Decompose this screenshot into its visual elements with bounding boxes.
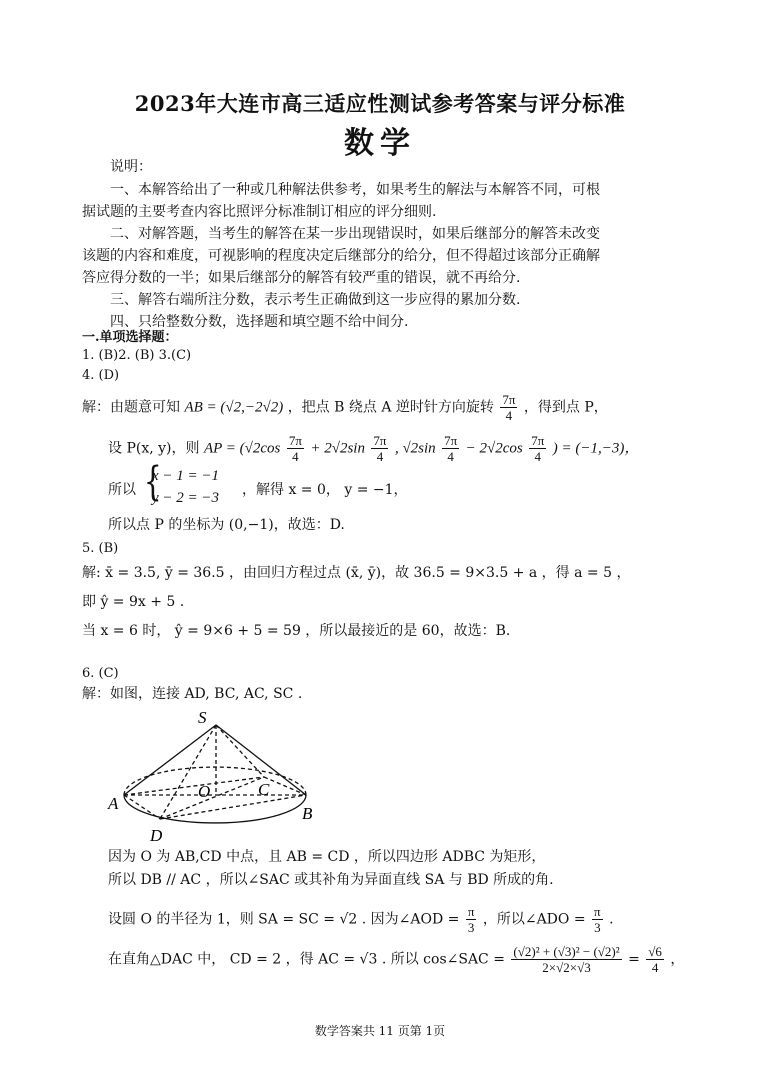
q6-line5b: = [628,951,640,968]
q5-label: 5. (B) [82,541,119,556]
page-footer: 数学答案共 11 页第 1页 [314,1024,446,1038]
q4-line1-mid: ，把点 B 绕点 A 逆时针方向旋转 [287,399,494,416]
q5-line3: 当 x = 6 时， ŷ = 9×6 + 5 = 59 ，所以最接近的是 60，故选：B. [82,623,511,639]
note-1a: 一、本解答给出了一种或几种解法供参考，如果考生的解法与本解答不同，可根 [110,182,600,198]
q4-line3-end: ，解得 x = 0， y = −1， [242,482,408,498]
q6-line5 [108,944,684,975]
q4-angle-fraction: $\frac{7\pi}{4}$ [502,392,516,423]
note-3: 三、解答右端所注分数，表示考生正确做到这一步应得的累加分数. [110,292,521,308]
note-2b: 该题的内容和难度，可视影响的程度决定后继部分的给分，但不得超过该部分正确解 [82,248,600,264]
q4-frac-c: $\frac{7\pi}{4}$ [444,433,458,464]
q4-line2-text: 设 P(x, y)，则 [108,440,200,457]
note-4: 四、只给整数分数，选择题和填空题不给中间分. [110,314,409,330]
diameter-CD [160,777,264,819]
q4-frac-a: $\frac{7\pi}{4}$ [288,433,302,464]
q4-term-d: − 2√2cos [465,440,523,457]
q6-frac-aod: $\frac{\pi}{3}$ [467,904,475,935]
q6-cos-result: $\frac{√6}{4}$ [648,944,662,975]
edge-SD [160,725,216,819]
q6-frac-ado: $\frac{\pi}{3}$ [594,904,601,935]
q4-line1-text: 解：由题意可知 [82,399,180,416]
q4-vector-ab: AB = (√2,−2√2) [184,399,284,416]
label-S: S [198,708,207,727]
q4-line1-end: ，得到点 P， [523,399,608,416]
q5-line1: 解: x̄ = 3.5, ȳ = 36.5 ，由回归方程过点 (x̄, ȳ)，故 36.5 = 9×3.5 + a ，得 a = 5 ， [82,565,631,581]
brace-glyph: { [143,459,162,505]
q6-line4a: 设圆 O 的半径为 1，则 SA = SC = √2 . 因为∠AOD = [108,911,460,928]
q6-line4b: ，所以∠ADO = [482,911,586,928]
notes-heading: 说明： [110,159,152,175]
subject-title: 数学 [344,126,416,161]
q6-label: 6. (C) [82,666,119,681]
answers-1-3: 1. (B)2. (B) 3.(C) [82,348,192,363]
note-2c: 答应得分数的一半；如果后继部分的解答有较严重的错误，就不再给分. [82,270,521,286]
q4-frac-b: $\frac{7\pi}{4}$ [373,433,387,464]
q4-line4: 所以点 P 的坐标为 (0,−1)，故选：D. [108,517,345,533]
q4-vector-ap: AP = (√2cos [203,440,281,457]
q6-line5c: ， [670,951,685,968]
q4-line1 [82,392,608,423]
label-B: B [302,804,313,823]
q4-eq1: x − 1 = −1 [152,468,220,484]
q4-term-b: + 2√2sin [310,440,365,457]
base-back-arc [124,767,306,795]
q4-line2-end: ) = (−1,−3)， [552,440,640,457]
q4-line3-prefix: 所以 [108,482,136,498]
q6-line1: 解：如图，连接 AD, BC, AC, SC . [82,686,303,702]
note-2a: 二、对解答题，当考生的解答在某一步出现错误时，如果后继部分的解答未改变 [110,226,600,242]
q4-eq2: y − 2 = −3 [152,490,220,506]
note-1b: 据试题的主要考查内容比照评分标准制订相应的评分细则. [82,204,437,220]
q4-equation-system [140,459,250,512]
q6-line4 [108,904,614,935]
label-C: C [258,780,270,799]
q4-line2 [108,433,639,464]
q4-term-c: , √2sin [394,440,436,457]
q5-line2: 即 ŷ = 9x + 5 . [82,594,185,610]
label-D: D [150,826,163,845]
cone-figure [100,705,330,850]
edge-SC [216,725,264,777]
q6-line5a: 在直角△DAC 中， CD = 2 ，得 AC = √3 . 所以 cos∠SAC = [108,951,505,968]
label-A: A [108,794,119,813]
q6-cos-fraction: $\frac{\text{(√2)² + (√3)² − (√2)²}}{2\times√2\times√3}$ [513,944,620,975]
label-O: O [198,782,211,801]
chord-AD [124,795,160,819]
q6-line2: 因为 O 为 AB,CD 中点，且 AB = CD ，所以四边形 ADBC 为矩形， [108,849,546,865]
q6-line4c: . [609,911,614,928]
q6-line3: 所以 DB // AC ，所以∠SAC 或其补角为异面直线 SA 与 BD 所成的角. [108,872,554,888]
chord-CB [264,777,306,795]
section-heading: 一.单项选择题： [82,330,178,345]
q4-frac-d: $\frac{7\pi}{4}$ [531,433,545,464]
q4-label: 4. (D) [82,368,120,383]
document-title: 2023年大连市高三适应性测试参考答案与评分标准 [134,91,626,116]
chord-DB [160,795,306,819]
